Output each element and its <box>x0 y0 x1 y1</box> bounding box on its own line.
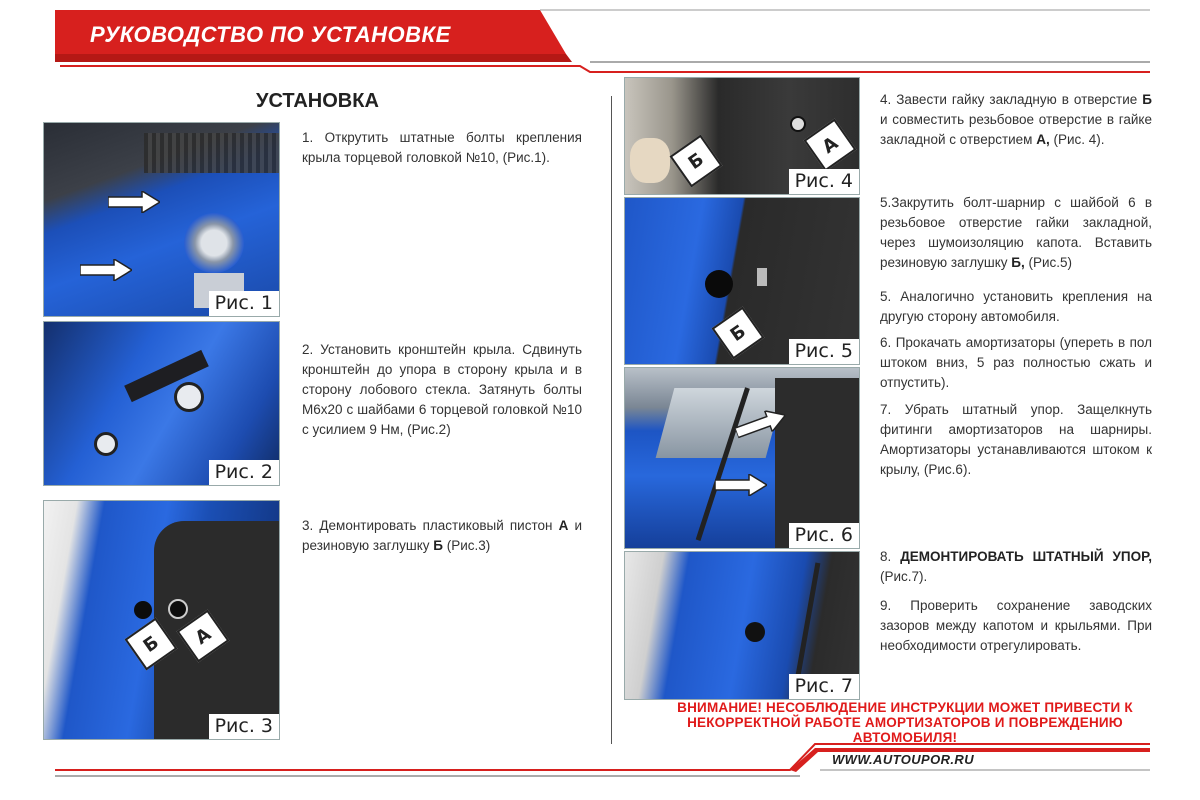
tag-b: Б <box>712 307 765 360</box>
figure-caption: Рис. 1 <box>209 291 279 316</box>
arrow-icon <box>80 259 132 281</box>
arrow-icon <box>108 191 160 213</box>
step-3: 3. Демонтировать пластиковый пистон А и резиновую заглушку Б (Рис.3) <box>302 518 583 553</box>
figure-6 <box>624 367 860 549</box>
figure-caption: Рис. 7 <box>789 674 859 699</box>
step-4: 4. Завести гайку закладную в отверстие Б и совместить резьбовое отверстие в гайке закладной с отверстием А, (Рис. 4). <box>880 92 1152 147</box>
step-2: 2. Установить кронштейн крыла. Сдвинуть кронштейн до упора в сторону крыла и в сторону лобового стекла. Затянуть болты М6х20 с шайбами 6 торцевой головкой №10 с усилием 9 Нм, (Рис.2) <box>302 342 582 437</box>
footer-url: WWW.AUTOUPOR.RU <box>832 752 974 767</box>
column-divider <box>611 96 612 744</box>
step-6: 6. Прокачать амортизаторы (упереть в пол штоком вниз, 5 раз полностью сжать и отпустить). <box>880 335 1152 390</box>
figure-caption: Рис. 2 <box>209 460 279 485</box>
header-banner <box>0 0 1200 80</box>
figure-7 <box>624 551 860 700</box>
tag-b: Б <box>670 135 723 188</box>
footer-graphic <box>0 740 1200 800</box>
warning-text: ВНИМАНИЕ! НЕСОБЛЮДЕНИЕ ИНСТРУКЦИИ МОЖЕТ ПРИВЕСТИ К НЕКОРРЕКТНОЙ РАБОТЕ АМОРТИЗАТОРОВ И ПОВРЕЖДЕНИЮ АВТОМОБИЛЯ! <box>677 700 1133 745</box>
tag-a: А <box>804 119 857 172</box>
figure-caption: Рис. 4 <box>789 169 859 194</box>
step-8: 8. ДЕМОНТИРОВАТЬ ШТАТНЫЙ УПОР, (Рис.7). <box>880 549 1152 584</box>
figure-1 <box>43 122 280 317</box>
arrow-icon <box>715 474 767 496</box>
figure-caption: Рис. 5 <box>789 339 859 364</box>
tag-b: Б <box>125 618 178 671</box>
header-title: РУКОВОДСТВО ПО УСТАНОВКЕ <box>90 22 451 47</box>
tag-a: А <box>177 610 230 663</box>
step-9: 9. Проверить сохранение заводских зазоров между капотом и крыльями. При необходимости отрегулировать. <box>880 598 1152 653</box>
figure-2 <box>43 321 280 486</box>
step-5b: 5. Аналогично установить крепления на другую сторону автомобиля. <box>880 289 1152 324</box>
figure-5 <box>624 197 860 365</box>
figure-caption: Рис. 6 <box>789 523 859 548</box>
section-title: УСТАНОВКА <box>256 90 379 112</box>
figure-3 <box>43 500 280 740</box>
figure-caption: Рис. 3 <box>209 714 279 739</box>
figure-4 <box>624 77 860 195</box>
step-1: 1. Открутить штатные болты крепления крыла торцевой головкой №10, (Рис.1). <box>302 130 582 165</box>
step-5a: 5.Закрутить болт-шарнир с шайбой 6 в резьбовое отверстие гайки закладной, через шумоизоляцию капота. Вставить резиновую заглушку Б, (Рис.5) <box>880 195 1152 270</box>
footer-banner <box>0 740 1200 800</box>
step-7: 7. Убрать штатный упор. Защелкнуть фитинги амортизаторов на шарниры. Амортизаторы устанавливаются штоком к крылу, (Рис.6). <box>880 402 1152 477</box>
